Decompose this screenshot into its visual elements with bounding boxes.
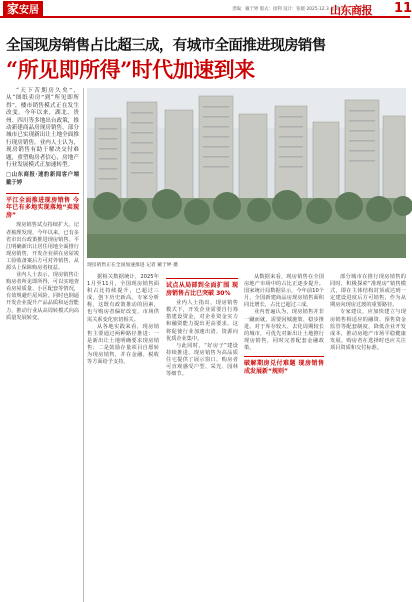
sub-heading-2: 试点从局部到全面扩围 现房销售占比已突破 30% xyxy=(166,278,238,297)
column-divider xyxy=(83,88,84,602)
body-paragraph: 与此同时，“好房子”建设持续推进，现房销售为高品质住宅提供了展示窗口，购房者可直观感受户型、采光、园林等细节。 xyxy=(166,342,238,378)
section-tab xyxy=(3,1,43,17)
body-paragraph: 业内普遍认为，现房销售并非一蹴而就，需要因城施策、稳步推进。对于库存较大、去化周期较长的城市，可优先对新出让土地推行现房销售，同时完善配套金融政策。 xyxy=(244,309,324,351)
lead-paragraph: “天下苦期房久矣”，从“图纸卖房”到“所见即所得”，楼市销售模式正在发生改变。今年以来，湖北、贵州、四川等多地出台政策，推动新建商品房现房销售，部分城市已实现新出让土地全面推行现房销售。业内人士认为，现房销售有助于解决交付难题，重塑购房者信心，房地产行业发展模式正加速转型。 xyxy=(6,88,79,169)
body-paragraph: 据相关数据统计，2025年1月至11月，全国现房销售面积占比持续提升，已超过三成，创下历史新高。专家分析称，这既有政策推动的因素，也与购房者偏好改变、市场供需关系变化密切相关。 xyxy=(87,274,159,323)
body-paragraph: 业内人士指出，现房销售模式下，开发企业需要自行筹措建设资金，对企业资金实力和融资能力提出更高要求。这将促使行业加速出清，资源向优质企业集中。 xyxy=(166,300,238,342)
column-right-2 xyxy=(330,274,406,602)
column-right-1 xyxy=(244,274,324,602)
headline-sub: “所见即所得”时代加速到来 xyxy=(6,57,255,82)
section-tab-name: 安居 xyxy=(19,5,40,16)
author-byline: □山东商报·速豹新闻客户端 戴于婷 xyxy=(6,172,79,186)
column-mid-1 xyxy=(87,274,159,602)
column-left xyxy=(6,88,79,602)
section-tab-home: 家 xyxy=(7,2,20,16)
body-paragraph: 从各地实践来看，现房销售主要通过两种路径推进：一是新出让土地明确要求现房销售；二是鼓励存量项目自愿转为现房销售，并在金融、税收等方面给予支持。 xyxy=(87,323,159,366)
sub-heading-1: 平江全面推进现房销售 今年已有多地实现落地“卖现房” xyxy=(6,193,79,220)
photo-caption: 现房销售正在全国加速推进 记者 戴于婷 摄 xyxy=(87,263,178,268)
body-paragraph: 现房销售试点持续扩大。记者梳理发现，今年以来，已有多省市出台政策推进现房销售。平江明确新出让居住用地全面推行现房销售，开发企业须在房屋竣工验收备案后方可对外销售，从源头上保障购房者权益。 xyxy=(6,222,79,271)
page-number: 11 xyxy=(394,1,412,16)
headline-main: 全国现房销售占比超三成，有城市全面推进现房销售 xyxy=(6,38,326,54)
column-mid-2 xyxy=(166,274,238,602)
sub-heading-3: 破解期房兑付难题 现房销售成发展新“规则” xyxy=(244,356,324,375)
editor-meta: 责编：戴于婷 版式：徐利 设计：张媛 2025.12.3 星期三 xyxy=(232,7,344,12)
body-paragraph: 专家建议，应加快建立与现房销售相适应的融资、预售资金监管等配套制度，降低企业开发成本，推动房地产市场平稳健康发展。购房者在选择时也应关注项目资质和交付标准。 xyxy=(330,309,406,351)
building-photo-illustration xyxy=(87,88,406,258)
body-paragraph: 业内人士表示，现房销售让购房者所见即所得，可以实地查看房屋质量、小区配套等情况，有效规避烂尾风险。同时也倒逼开发企业提升产品品质和运营能力，推动行业从高周转模式向高质量发展转变。 xyxy=(6,272,79,321)
newspaper-name: 山东商报 xyxy=(330,4,372,17)
body-paragraph: 从数据来看，现房销售在全国房地产市场中的占比正逐步提升。国家统计局数据显示，今年前10个月，全国新建商品房现房销售面积同比增长，占比已超过三成。 xyxy=(244,274,324,309)
body-paragraph: 部分城市在推行现房销售的同时，积极探索“准现房”销售模式，即在主体结构封顶或达到一定建设进度后方可销售，作为从期房向现房过渡的重要路径。 xyxy=(330,274,406,309)
page-header xyxy=(0,0,410,18)
news-photo xyxy=(87,88,406,258)
